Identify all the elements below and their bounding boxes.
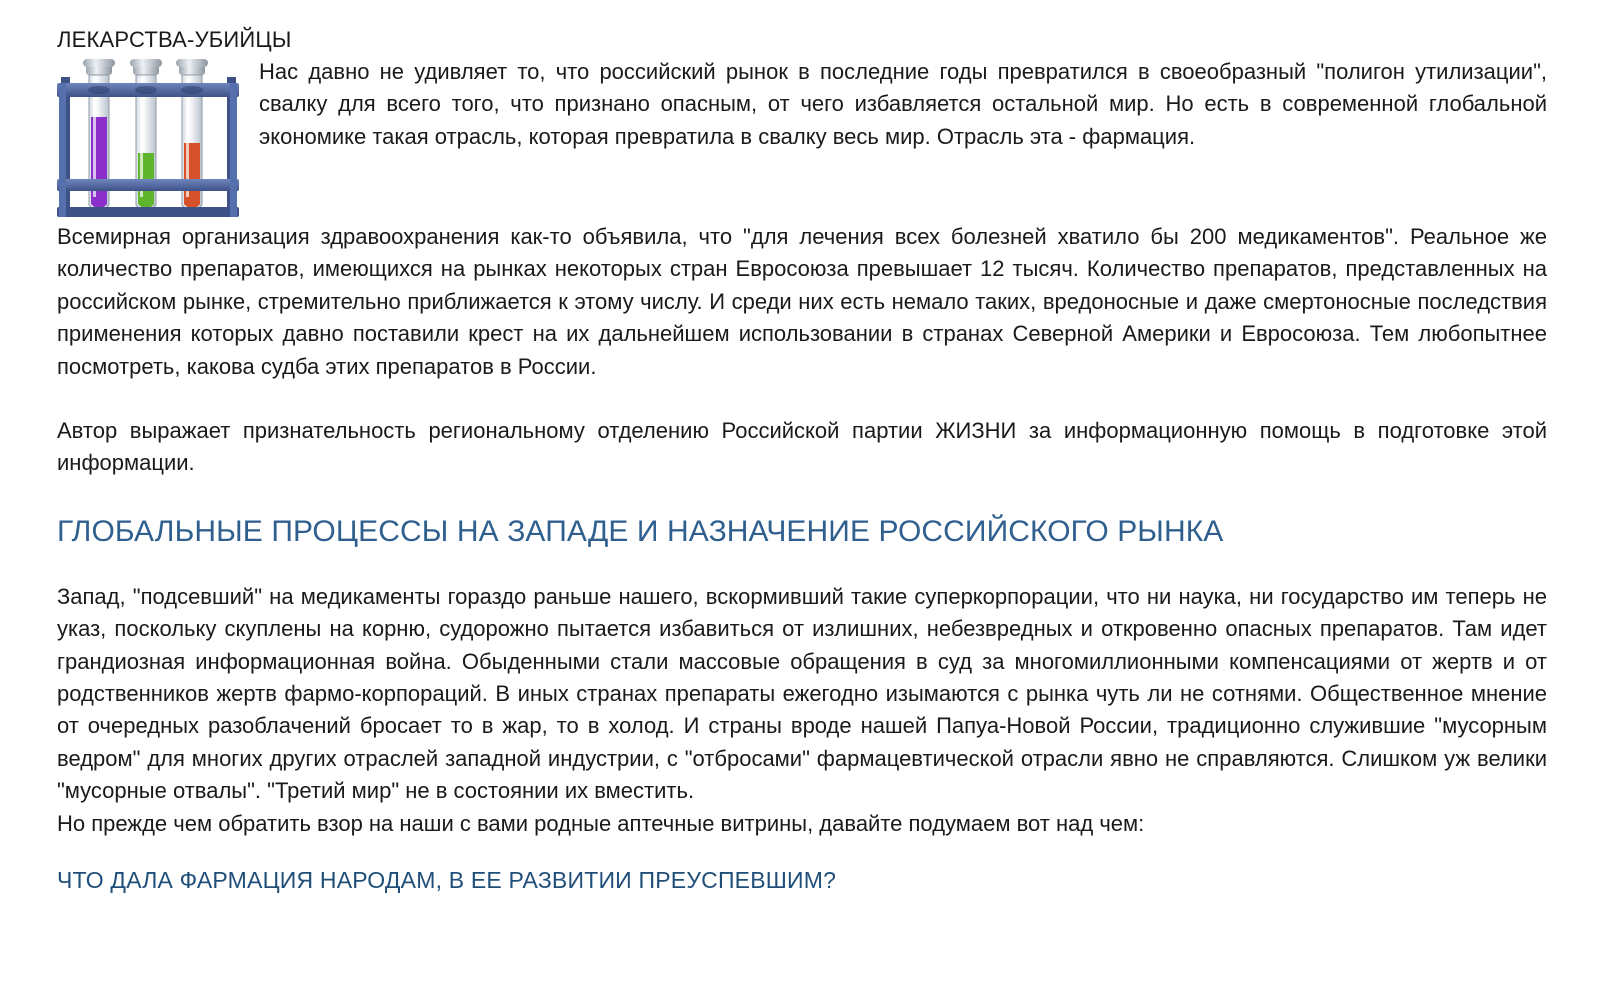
test-tubes-rack-icon	[57, 57, 239, 220]
article	[57, 24, 1547, 896]
paragraph-who: Всемирная организация здравоохранения как-то объявила, что "для лечения всех болезней хватило бы 200 медикаментов". Реальное же количество препаратов, имеющихся на рынках некоторых стран Евросоюза превышает 12 тысяч. Количество препаратов, представленных на российском рынке, стремительно приближается к этому числу. И среди них есть немало таких, вредоносные и даже смертоносные последствия применения которых давно поставили крест на их дальнейшем использовании в странах Северной Америки и Евросоюза. Тем любопытнее посмотреть, какова судба этих препаратов в России.	[57, 224, 1547, 379]
paragraph-west: Запад, "подсевший" на медикаменты гораздо раньше нашего, вскормивший такие суперкорпорации, что ни наука, ни государство им теперь не указ, поскольку скуплены на корню, судорожно пытается избавиться от излишних, небезвредных и откровенно опасных препаратов. Там идет грандиозная информационная война. Обыденными стали массовые обращения в суд за многомиллионными компенсациями от жертв и от родственников жертв фармо-корпораций. В иных странах препараты ежегодно изымаются с рынка чуть ли не сотнями. Общественное мнение от очередных разоблачений бросает то в жар, то в холод. И страны вроде нашей Папуа-Новой России, традиционно служившие "мусорным ведром" для многих других отраслей западной индустрии, с "отбросами" фармацевтической отрасли явно не справляются. Слишком уж велики "мусорные отвалы". "Третий мир" не в состоянии их вместить.	[57, 583, 1547, 804]
paragraph-thanks: Автор выражает признательность региональному отделению Российской партии ЖИЗНИ за информационную помощь в подготовке этой информации.	[57, 418, 1547, 476]
section-heading: ГЛОБАЛЬНЫЕ ПРОЦЕССЫ НА ЗАПАДЕ И НАЗНАЧЕНИЕ РОССИЙСКОГО РЫНКА	[57, 514, 1224, 548]
article-title: ЛЕКАРСТВА-УБИЙЦЫ	[57, 27, 292, 52]
intro-paragraph: Нас давно не удивляет то, что российский рынок в последние годы превратился в своеобразный "полигон утилизации", свалку для всего того, что признано опасным, от чего избавляется остальной мир. Но есть в современной глобальной экономике такая отрасль, которая превратила в свалку весь мир. Отрасль эта - фармация.	[259, 59, 1547, 149]
intro-block	[57, 56, 1547, 221]
sub-heading: ЧТО ДАЛА ФАРМАЦИЯ НАРОДАМ, В ЕЕ РАЗВИТИИ ПРЕУСПЕВШИМ?	[57, 867, 837, 894]
paragraph-lead: Но прежде чем обратить взор на наши с вами родные аптечные витрины, давайте подумаем вот над чем:	[57, 810, 1145, 836]
